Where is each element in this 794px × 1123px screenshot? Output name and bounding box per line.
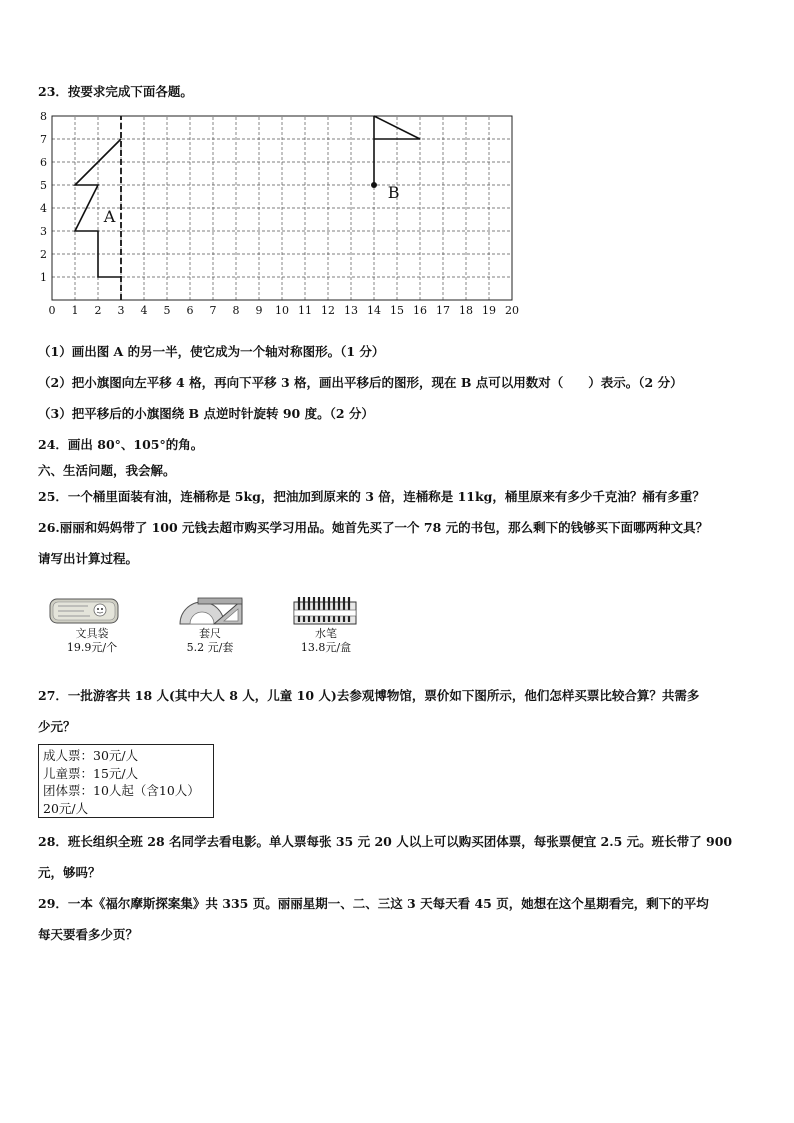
x-tick-label: 20 — [505, 304, 519, 317]
y-tick-label: 7 — [40, 133, 47, 146]
stationery-name-pencil-case: 文具袋 — [75, 627, 109, 640]
x-tick-label: 3 — [117, 304, 125, 317]
q28-line1: 28．班长组织全班 28 名同学去看电影。单人票每张 35 元 20 人以上可以购买团体票，每张票便宜 2.5 元。班长带了 900 — [38, 834, 733, 849]
x-tick-label: 1 — [71, 304, 79, 317]
y-tick-label: 3 — [40, 225, 47, 238]
stationery-name-ruler-set: 套尺 — [199, 627, 221, 640]
ticket-price-adult: 成人票：30元/人 — [43, 748, 139, 763]
ticket-price-group-rate: 20元/人 — [43, 800, 89, 816]
q27-line2: 少元？ — [38, 719, 76, 734]
x-tick-label: 10 — [275, 304, 289, 317]
label-a: A — [103, 206, 116, 226]
ticket-price-child: 儿童票：15元/人 — [43, 765, 139, 781]
y-tick-label: 6 — [40, 156, 47, 169]
x-tick-label: 13 — [344, 304, 358, 317]
point-b — [371, 182, 377, 188]
x-tick-label: 4 — [140, 304, 148, 317]
stationery-item-ruler-set — [160, 592, 260, 654]
x-tick-label: 14 — [367, 304, 381, 317]
label-b: B — [387, 182, 400, 202]
x-tick-label: 8 — [232, 304, 240, 317]
x-tick-label: 11 — [298, 304, 312, 317]
q29-line1: 29．一本《福尔摩斯探案集》共 335 页。丽丽星期一、二、三这 3 天每天看 45 页，她想在这个星期看完，剩下的平均 — [38, 896, 709, 911]
x-tick-label: 12 — [321, 304, 335, 317]
grid-canvas — [34, 110, 524, 322]
x-tick-label: 19 — [482, 304, 496, 317]
y-tick-label: 1 — [40, 271, 47, 284]
x-tick-label: 2 — [94, 304, 102, 317]
x-tick-label: 7 — [209, 304, 217, 317]
q23-sub2: （2）把小旗图向左平移 4 格，再向下平移 3 格，画出平移后的图形，现在 B 点可以用数对（ ）表示。（2 分） — [38, 375, 683, 390]
stationery-name-pen-box: 水笔 — [315, 627, 337, 640]
x-tick-label: 6 — [186, 304, 194, 317]
stationery-item-pencil-case — [42, 592, 142, 654]
q25-question: 25．一个桶里面装有油，连桶称是 5kg，把油加到原来的 3 倍，连桶称是 11kg，桶里原来有多少千克油？桶有多重？ — [38, 489, 705, 504]
ticket-price-group: 团体票：10人起（含10人） — [43, 783, 200, 798]
q24-question: 24．画出 80°、105°的角。 — [38, 437, 204, 452]
y-tick-label: 5 — [40, 179, 47, 192]
q29-line2: 每天要看多少页？ — [38, 927, 139, 942]
stationery-price-pencil-case: 19.9元/个 — [66, 641, 118, 654]
coordinate-grid — [34, 110, 524, 322]
y-tick-label: 4 — [40, 202, 47, 215]
x-tick-label: 15 — [390, 304, 404, 317]
ticket-price-box — [38, 744, 214, 818]
x-tick-label: 18 — [459, 304, 473, 317]
q26-line2: 请写出计算过程。 — [38, 551, 139, 566]
stationery-price-ruler-set: 5.2 元/套 — [186, 641, 234, 654]
x-tick-label: 16 — [413, 304, 427, 317]
q28-line2: 元，够吗？ — [38, 865, 101, 880]
stationery-price-pen-box: 13.8元/盒 — [300, 641, 352, 654]
x-tick-label: 17 — [436, 304, 450, 317]
q23-sub3: （3）把平移后的小旗图绕 B 点逆时针旋转 90 度。（2 分） — [38, 406, 374, 421]
y-tick-label: 2 — [40, 248, 47, 261]
stationery-item-pen-box — [276, 592, 376, 654]
x-tick-label: 0 — [48, 304, 56, 317]
y-tick-label: 8 — [40, 110, 47, 123]
stationery-items — [42, 592, 382, 662]
pencil-case-icon — [48, 594, 120, 626]
q23-title: 23．按要求完成下面各题。 — [38, 84, 193, 99]
x-tick-label: 9 — [255, 304, 263, 317]
q23-sub1: （1）画出图 A 的另一半，使它成为一个轴对称图形。（1 分） — [38, 344, 385, 359]
q26-line1: 26.丽丽和妈妈带了 100 元钱去超市购买学习用品。她首先买了一个 78 元的书包，那么剩下的钱够买下面哪两种文具？ — [38, 520, 709, 535]
section-six-heading: 六、生活问题，我会解。 — [38, 463, 176, 478]
q27-line1: 27．一批游客共 18 人(其中大人 8 人，儿童 10 人)去参观博物馆，票价如下图所示，他们怎样买票比较合算？共需多 — [38, 688, 700, 703]
x-tick-label: 5 — [163, 304, 171, 317]
pen-box-icon — [290, 594, 362, 626]
ruler-set-icon — [174, 594, 246, 626]
